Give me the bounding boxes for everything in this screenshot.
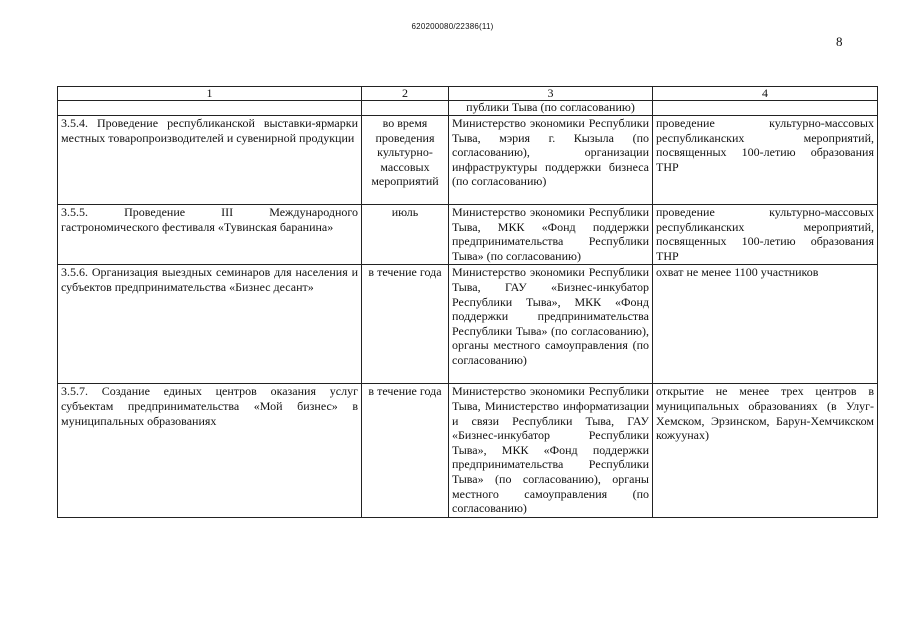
document-code: 620200080/22386(11) <box>411 22 494 31</box>
table-row <box>58 384 878 517</box>
cell-executors: Министерство экономики Республики Тыва, ГАУ «Бизнес-инкубатор Республики Тыва», МКК «Фонд поддержки предпринимательства Республики Тыва» (по согласованию), органы местного самоуправления (по согласованию) <box>449 265 653 384</box>
cell-result: проведение культурно-массовых республиканских мероприятий, посвященных 100-летию образования ТНР <box>653 116 878 205</box>
cell-executors: публики Тыва (по согласованию) <box>449 101 653 116</box>
cell-item: 3.5.5. Проведение III Международного гастрономического фестиваля «Тувинская баранина» <box>58 205 362 265</box>
table-header-row <box>58 87 878 101</box>
table-row <box>58 205 878 265</box>
cell-term: в течение года <box>362 265 449 384</box>
plan-table <box>57 86 878 518</box>
cell-executors: Министерство экономики Республики Тыва, Министерство информатизации и связи Республики Тыва, ГАУ «Бизнес-инкубатор Республики Тыва», МКК «Фонд поддержки предпринимательства Республики Тыва» (по согласованию), органы местного самоуправления (по согласованию) <box>449 384 653 517</box>
cell-item: 3.5.4. Проведение республиканской выставки-ярмарки местных товаропроизводителей и сувенирной продукции <box>58 116 362 205</box>
cell-executors: Министерство экономики Республики Тыва, МКК «Фонд поддержки предпринимательства Республики Тыва» (по согласованию) <box>449 205 653 265</box>
cell-result: проведение культурно-массовых республиканских мероприятий, посвященных 100-летию образования ТНР <box>653 205 878 265</box>
column-header-4: 4 <box>653 87 878 101</box>
page-number: 8 <box>836 34 843 49</box>
table-row <box>58 116 878 205</box>
column-header-1: 1 <box>58 87 362 101</box>
cell-term <box>362 101 449 116</box>
cell-term: в течение года <box>362 384 449 517</box>
table-row <box>58 265 878 384</box>
cell-item: 3.5.7. Создание единых центров оказания услуг субъектам предпринимательства «Мой бизнес» в муниципальных образованиях <box>58 384 362 517</box>
table-row-continuation <box>58 101 878 116</box>
cell-item <box>58 101 362 116</box>
column-header-2: 2 <box>362 87 449 101</box>
cell-term: во время проведения культурно-массовых мероприятий <box>362 116 449 205</box>
cell-result: охват не менее 1100 участников <box>653 265 878 384</box>
cell-result <box>653 101 878 116</box>
column-header-3: 3 <box>449 87 653 101</box>
cell-result: открытие не менее трех центров в муниципальных образованиях (в Улуг-Хемском, Эрзинском, Барун-Хемчикском кожуунах) <box>653 384 878 517</box>
cell-executors: Министерство экономики Республики Тыва, мэрия г. Кызыла (по согласованию), организации инфраструктуры поддержки бизнеса (по согласованию) <box>449 116 653 205</box>
cell-item: 3.5.6. Организация выездных семинаров для населения и субъектов предпринимательства «Бизнес десант» <box>58 265 362 384</box>
cell-term: июль <box>362 205 449 265</box>
